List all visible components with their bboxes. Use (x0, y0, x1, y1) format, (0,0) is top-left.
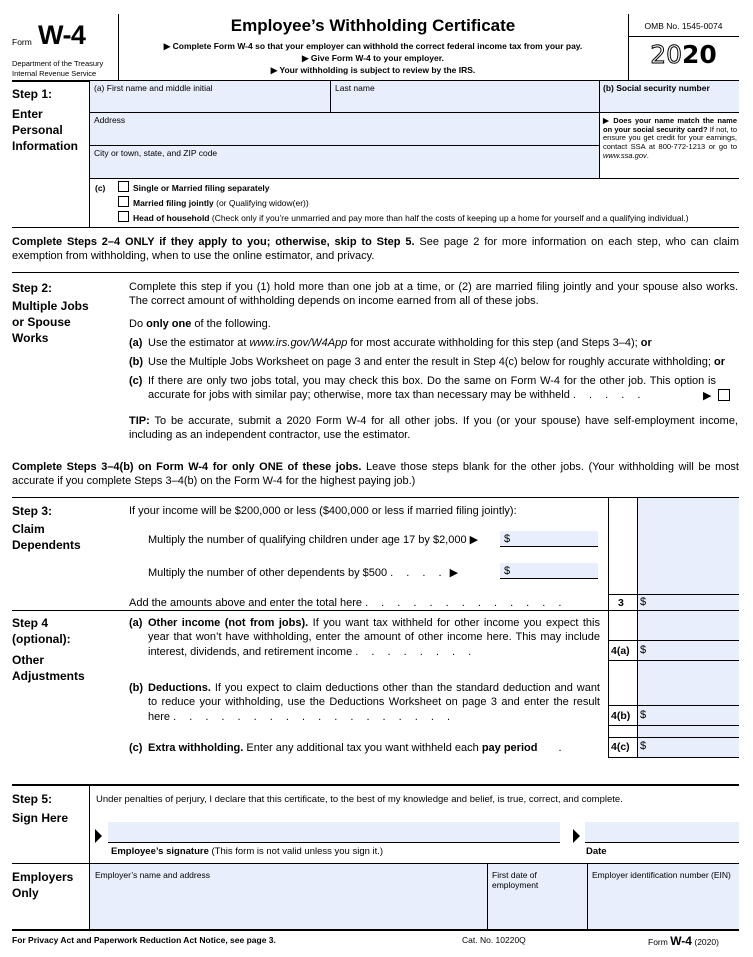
married-checkbox[interactable] (118, 196, 129, 207)
address-label: Address (94, 115, 126, 125)
step2-c-text: If there are only two jobs total, you may check this box. Do the same on Form W-4 for the other job. This option is accurate for jobs with similar pay; otherwise, more tax than necessary may be withheld . . . . . (148, 375, 716, 402)
privacy-notice: For Privacy Act and Paperwork Reduction Act Notice, see page 3. (12, 935, 276, 945)
filing-married[interactable]: Married filing jointly (or Qualifying widow(er)) (118, 196, 309, 208)
form-title: Employee’s Withholding Certificate (230, 16, 516, 35)
step2-label: Step 2: (12, 281, 53, 295)
first-date-field[interactable] (488, 864, 587, 929)
form-header (12, 14, 739, 80)
intro-text: Complete Steps 2–4 ONLY if they apply to you; otherwise, skip to Step 5. See page 2 for more information on each step, who can claim exemption from withholding, when to use the online estimator, and privacy. (12, 236, 739, 263)
ssn-field[interactable] (600, 81, 739, 112)
department: Department of the Treasury (12, 59, 104, 68)
step2-tip: TIP: To be accurate, submit a 2020 Form W-4 for all other jobs. If you (or your spouse) have self-employment income, including as an independent contractor, use the estimator. (129, 415, 738, 442)
date-arrow-icon (573, 829, 580, 843)
step3-line1: Multiply the number of qualifying children under age 17 by $2,000 ▶ (148, 534, 479, 546)
signature-field[interactable] (108, 822, 560, 843)
step3-total: Add the amounts above and enter the total here . . . . . . . . . . . . . (129, 597, 567, 609)
employers-only-title: Employers Only (12, 870, 74, 901)
step2-b-text: Use the Multiple Jobs Worksheet on page 3 and enter the result in Step 4(c) below for roughly accurate withholding; or (148, 356, 726, 368)
step3-intro: If your income will be $200,000 or less ($400,000 or less if married filing jointly): (129, 505, 517, 517)
step2-c-label: (c) (129, 375, 143, 387)
ssn-note: ▶ Does your name match the name on your social security card? If not, to ensure you get credit for your earnings, contact SSA at 800-772-1213 or go to www.ssa.gov. (603, 116, 738, 160)
catalog-number: Cat. No. 10220Q (462, 935, 526, 945)
line-4c-input[interactable]: $ (640, 740, 647, 752)
city-label: City or town, state, and ZIP code (94, 148, 218, 158)
step4-shade (638, 611, 739, 758)
step3-title: Claim Dependents (12, 522, 81, 553)
irs: Internal Revenue Service (12, 69, 97, 78)
step1-title: Enter Personal Information (12, 107, 78, 154)
perjury-statement: Under penalties of perjury, I declare that this certificate, to the best of my knowledge and belief, is true, correct, and complete. (96, 794, 623, 805)
step1-label: Step 1: (12, 87, 53, 101)
footer-form: Form W-4 (2020) (648, 934, 719, 948)
filing-head[interactable]: Head of household (Check only if you’re unmarried and pay more than half the costs of keeping up a home for yourself and a qualifying individual.) (118, 211, 689, 223)
line-4b-input[interactable]: $ (640, 709, 647, 721)
line-4a-input[interactable]: $ (640, 644, 647, 656)
instruction-1: ▶ Complete Form W-4 so that your employer can withhold the correct federal income tax from your pay. (163, 41, 583, 51)
ein-field[interactable] (588, 864, 739, 929)
head-checkbox[interactable] (118, 211, 129, 222)
line-4b-label: 4(b) (611, 710, 631, 722)
filing-status-label: (c) (95, 183, 106, 193)
step4-c-label: (c) (129, 742, 143, 754)
tax-year: 2020 (650, 40, 717, 69)
signature-label: Employee’s signature (This form is not valid unless you sign it.) (111, 846, 384, 857)
step2-intro: Complete this step if you (1) hold more than one job at a time, or (2) are married filing jointly and your spouse also works. The correct amount of withholding depends on income earned from all of these jobs. (129, 281, 738, 308)
dependents-amount-input[interactable]: $ (500, 563, 598, 579)
step4-title: Other Adjustments (12, 653, 85, 684)
step5-title: Sign Here (12, 811, 69, 825)
step2-c-arrow: ▶ (703, 390, 712, 402)
step4-b-label: (b) (129, 682, 144, 694)
filing-single[interactable]: Single or Married filing separately (118, 181, 270, 193)
omb-number: OMB No. 1545-0074 (644, 21, 723, 31)
ssn-label: (b) Social security number (603, 83, 710, 93)
line-3-label: 3 (618, 597, 624, 609)
first-name-label: (a) First name and middle initial (94, 83, 213, 93)
form-label: Form (12, 37, 32, 47)
step4-c-text: Extra withholding. Enter any additional tax you want withheld each pay period . (148, 742, 562, 754)
step4-optional: (optional): (12, 632, 71, 646)
date-label: Date (586, 846, 607, 857)
step2-a-label: (a) (129, 337, 143, 349)
line-3-input[interactable]: $ (640, 596, 647, 608)
ein-label: Employer identification number (EIN) (592, 870, 731, 880)
children-amount-input[interactable]: $ (500, 531, 598, 547)
step2-a-text: Use the estimator at www.irs.gov/W4App for most accurate withholding for this step (and Steps 3–4); or (148, 337, 652, 349)
step4-b-text: Deductions. If you expect to claim deductions other than the standard deduction and want to reduce your withholding, use the Deductions Worksheet on page 3 and enter the result here . . . . . . . . . . . . . . . . . . (148, 682, 600, 723)
step4-label: Step 4 (12, 616, 49, 630)
step4-a-text: Other income (not from jobs). If you want tax withheld for other income you expect this year that won’t have withholding, enter the amount of other income here. This may include interest, dividends, and retirement income . . . . . . . . (148, 617, 600, 658)
step3-label: Step 3: (12, 504, 53, 518)
date-field[interactable] (585, 822, 739, 843)
last-name-field[interactable] (331, 81, 599, 112)
step3-line2: Multiply the number of other dependents by $500 . . . . ▶ (148, 567, 459, 579)
instruction-2: ▶ Give Form W-4 to your employer. (302, 53, 444, 63)
step2-b-label: (b) (129, 356, 144, 368)
line-4a-label: 4(a) (611, 645, 630, 657)
single-checkbox[interactable] (118, 181, 129, 192)
first-date-label: First date of employment (492, 870, 539, 891)
step5-label: Step 5: (12, 792, 53, 806)
form-number: W-4 (38, 20, 86, 50)
employer-name-label: Employer’s name and address (95, 870, 210, 880)
address-field[interactable] (90, 113, 599, 145)
last-name-label: Last name (335, 83, 375, 93)
intro2-text: Complete Steps 3–4(b) on Form W-4 for only ONE of these jobs. Leave those steps blank for the other jobs. (Your withholding will be most accurate if you complete Steps 3–4(b) on the Form W-4 for the highest paying job.) (12, 461, 739, 488)
step2-do: Do only one of the following. (129, 318, 271, 330)
step4-a-label: (a) (129, 617, 143, 629)
employer-name-field[interactable] (90, 864, 487, 929)
two-jobs-checkbox[interactable] (718, 389, 730, 401)
step2-title: Multiple Jobs or Spouse Works (12, 299, 89, 346)
city-field[interactable] (90, 146, 599, 178)
signature-arrow-icon (95, 829, 102, 843)
instruction-3: ▶ Your withholding is subject to review by the IRS. (270, 65, 476, 75)
first-name-field[interactable] (90, 81, 330, 112)
line-4c-label: 4(c) (611, 741, 630, 753)
